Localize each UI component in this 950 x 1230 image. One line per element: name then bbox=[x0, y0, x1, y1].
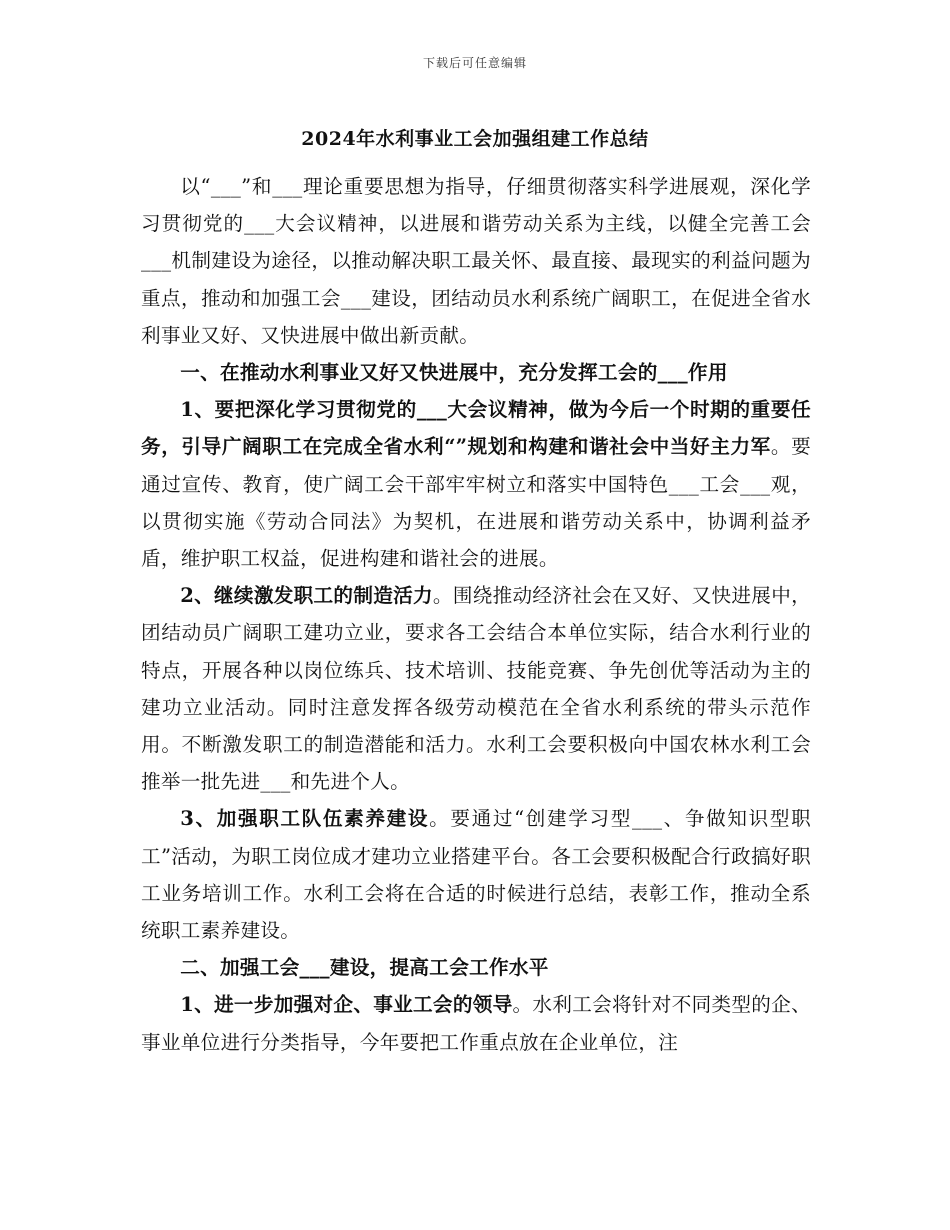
section-1-item-1-lead: 1、要把深化学习贯彻党的___大会议精神，做为今后一个时期的重要任务，引导广阔职工在完成全省水利“”规划和构建和谐社会中当好主力军 bbox=[141, 398, 811, 459]
section-2-item-1-lead: 1、进一步加强对企、事业工会的领导 bbox=[180, 993, 513, 1017]
section-1-item-1-body: 。要通过宣传、教育，使广阔工会干部牢牢树立和落实中国特色___工会___观，以贯彻实施《劳动合同法》为契机，在进展和谐劳动关系中，协调利益矛盾，维护职工权益，促进构建和谐社会的进展。 bbox=[141, 435, 811, 571]
section-1-heading: 一、在推动水利事业又好又快进展中，充分发挥工会的___作用 bbox=[180, 361, 728, 385]
section-1-item-2-lead: 2、继续激发职工的制造活力 bbox=[180, 584, 433, 608]
section-2-item-1 bbox=[141, 986, 811, 1060]
section-1-item-3-lead: 3、加强职工队伍素养建设 bbox=[180, 807, 430, 831]
section-1-item-2-body: 。围绕推动经济社会在又好、又快进展中，团结动员广阔职工建功立业，要求各工会结合本单位实际，结合水利行业的特点，开展各种以岗位练兵、技术培训、技能竞赛、争先创优等活动为主的建功立业活动。同时注意发挥各级劳动模范在全省水利系统的带头示范作用。不断激发职工的制造潜能和活力。水利工会要积极向中国农林水利工会推举一批先进___和先进个人。 bbox=[141, 584, 811, 794]
section-1-item-1 bbox=[141, 391, 811, 577]
intro-paragraph: 以“___”和___理论重要思想为指导，仔细贯彻落实科学进展观，深化学习贯彻党的___大会议精神，以进展和谐劳动关系为主线，以健全完善工会___机制建设为途径，以推动解决职工最关怀、最直接、最现实的利益问题为重点，推动和加强工会___建设，团结动员水利系统广阔职工，在促进全省水利事业又好、又快进展中做出新贡献。 bbox=[141, 175, 811, 347]
section-1-item-3-body: 。要通过“创建学习型___、争做知识型职工”活动，为职工岗位成才建功立业搭建平台。各工会要积极配合行政搞好职工业务培训工作。水利工会将在合适的时候进行总结，表彰工作，推动全系统职工素养建设。 bbox=[141, 807, 811, 943]
document-body bbox=[141, 168, 811, 1061]
section-2-item-1-body: 。水利工会将针对不同类型的企、事业单位进行分类指导，今年要把工作重点放在企业单位，注 bbox=[141, 993, 811, 1054]
header-note: 下载后可任意编辑 bbox=[422, 56, 527, 70]
section-2-heading: 二、加强工会___建设，提高工会工作水平 bbox=[180, 956, 549, 980]
section-1-item-2 bbox=[141, 577, 811, 800]
document-title: 2024年水利事业工会加强组建工作总结 bbox=[301, 128, 649, 150]
section-1-item-3 bbox=[141, 800, 811, 949]
